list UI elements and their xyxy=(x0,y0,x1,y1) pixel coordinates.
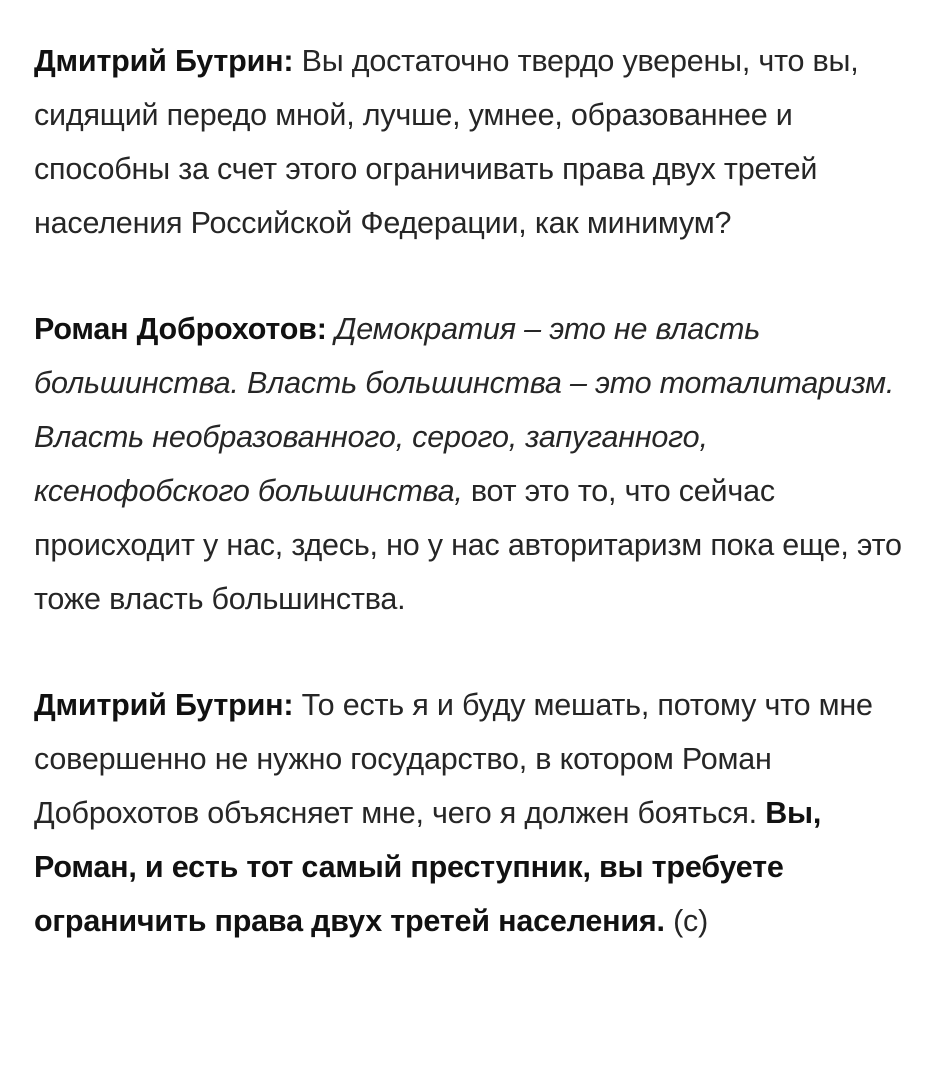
italic-speech-text: Демократия – это не власть большинства. Власть большинства – это тоталитаризм. Власть необразованного, серого, запуганного, ксенофобского большинства, xyxy=(34,312,895,508)
speech-text: Вы достаточно твердо уверены, что вы, сидящий передо мной, лучше, умнее, образованнее и способны за счет этого ограничивать права двух третей населения Российской Федерации, как минимум? xyxy=(34,44,859,240)
speaker-name: Дмитрий Бутрин: xyxy=(34,688,294,722)
quote-mark: (с) xyxy=(673,904,709,938)
speech-text: То есть я и буду мешать, потому что мне совершенно не нужно государство, в котором Роман Доброхотов объясняет мне, чего я должен бояться. xyxy=(34,688,873,830)
dialogue-paragraph-2 xyxy=(34,302,914,626)
article-text xyxy=(34,34,914,1000)
speaker-name: Дмитрий Бутрин: xyxy=(34,44,294,78)
speech-text: вот это то, что сейчас происходит у нас, здесь, но у нас авторитаризм пока еще, это тоже власть большинства. xyxy=(34,474,902,616)
dialogue-paragraph-3 xyxy=(34,678,914,948)
dialogue-paragraph-1 xyxy=(34,34,914,250)
bold-speech-text: Вы, Роман, и есть тот самый преступник, вы требуете ограничить права двух третей населения. xyxy=(34,796,822,938)
speaker-name: Роман Доброхотов: xyxy=(34,312,327,346)
